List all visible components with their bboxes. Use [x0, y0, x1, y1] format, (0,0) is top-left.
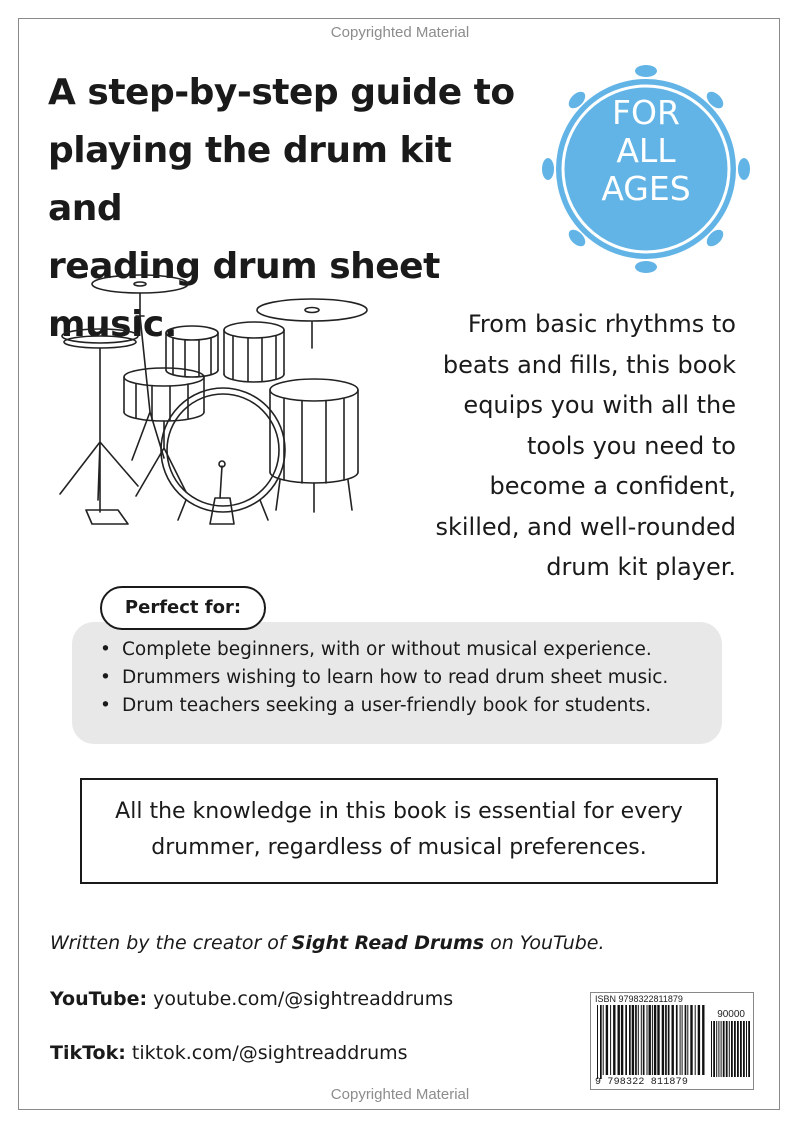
ride-cymbal	[257, 299, 367, 321]
barcode-bar	[638, 1005, 639, 1075]
drum-kit-illustration	[40, 262, 380, 552]
author-credit	[50, 932, 750, 954]
barcode-bar	[698, 1005, 700, 1075]
barcode-bar	[682, 1005, 683, 1075]
barcode-bar	[647, 1005, 648, 1075]
barcode-bar	[687, 1005, 688, 1075]
badge-line: ALL	[616, 131, 676, 170]
badge-line: FOR	[612, 93, 680, 132]
intro-line: drum kit player.	[546, 553, 736, 581]
badge-text	[536, 94, 756, 208]
barcode-bar	[734, 1021, 736, 1077]
essential-knowledge-box	[80, 778, 718, 884]
list-item-text: Drummers wishing to learn how to read drum sheet music.	[122, 667, 669, 688]
headline-line: reading drum sheet music.	[48, 246, 440, 345]
intro-line: beats and fills, this book	[442, 350, 736, 379]
barcode-bar	[641, 1005, 642, 1075]
watermark-top: Copyrighted Material	[330, 24, 470, 41]
barcode-bar	[748, 1021, 750, 1077]
hi-hat-pedal	[86, 510, 128, 524]
credit-after: on YouTube.	[484, 932, 605, 954]
barcode-bar	[606, 1005, 608, 1075]
barcode-bar	[685, 1005, 687, 1075]
badge-line: AGES	[601, 169, 691, 208]
barcode-bar	[662, 1005, 664, 1075]
barcode-bar	[746, 1021, 747, 1077]
barcode-bar	[711, 1021, 712, 1077]
bullet-icon: •	[100, 695, 111, 716]
barcode-bar	[676, 1005, 678, 1075]
intro-line: become a confident,	[489, 472, 736, 500]
barcode-digits: 9 798322 811879	[595, 1077, 689, 1088]
barcode-bar	[729, 1021, 730, 1077]
barcode-bar	[657, 1005, 659, 1075]
barcode-bar	[643, 1005, 645, 1075]
bullet-icon: •	[100, 639, 111, 660]
barcode-bar	[718, 1021, 719, 1077]
youtube-line	[50, 988, 570, 1010]
barcode-bar	[613, 1005, 615, 1075]
barcode-bar	[723, 1021, 725, 1077]
barcode-bar	[618, 1005, 620, 1075]
credit-before: Written by the creator of	[50, 932, 292, 954]
essential-line: All the knowledge in this book is essential for every	[115, 799, 683, 824]
barcode-bar	[597, 1005, 598, 1079]
barcode-bar	[610, 1005, 611, 1075]
for-all-ages-badge	[536, 64, 756, 274]
intro-line: tools you need to	[526, 431, 736, 460]
barcode-bar	[600, 1005, 602, 1079]
channel-name: Sight Read Drums	[291, 932, 485, 954]
barcode-bar	[603, 1005, 604, 1075]
floor-tom	[270, 379, 358, 401]
list-item-text: Drum teachers seeking a user-friendly book for students.	[122, 695, 652, 716]
list-item	[100, 636, 720, 664]
tiktok-label: TikTok:	[50, 1042, 126, 1064]
headline-line: playing the drum kit and	[48, 130, 452, 229]
barcode-bar	[721, 1021, 722, 1077]
barcode-bar	[726, 1021, 728, 1077]
perfect-for-list	[100, 636, 720, 720]
intro-line: skilled, and well-rounded	[435, 512, 736, 541]
barcode-bar	[629, 1005, 631, 1075]
barcode-bar	[695, 1005, 696, 1075]
list-item-text: Complete beginners, with or without musical experience.	[122, 639, 652, 660]
barcode-bar	[672, 1005, 674, 1075]
barcode-bar	[621, 1005, 623, 1075]
barcode-bar	[702, 1005, 704, 1075]
barcode-bar	[737, 1021, 739, 1077]
bullet-icon: •	[100, 667, 111, 688]
intro-paragraph	[388, 304, 736, 588]
barcode-bar	[635, 1005, 637, 1075]
barcode-bar	[632, 1005, 634, 1075]
list-item	[100, 692, 720, 720]
isbn-number: ISBN 9798322811879	[595, 994, 683, 1004]
essential-line: drummer, regardless of musical preferences.	[151, 835, 647, 860]
youtube-label: YouTube:	[50, 988, 148, 1010]
crash-cymbal	[92, 275, 188, 293]
bass-drum	[161, 388, 285, 512]
price-code: 90000	[717, 1009, 745, 1020]
youtube-url: youtube.com/@sightreaddrums	[153, 988, 454, 1010]
barcode-bar	[649, 1005, 651, 1075]
barcode-bar	[713, 1021, 715, 1077]
barcode-bar	[740, 1021, 742, 1077]
barcode-bar	[690, 1005, 692, 1075]
barcode-bar	[625, 1005, 627, 1075]
headline-line: A step-by-step guide to	[48, 72, 515, 113]
barcode-bar	[743, 1021, 745, 1077]
barcode-bar	[654, 1005, 656, 1075]
intro-line: equips you with all the	[463, 391, 736, 419]
barcode-bar	[652, 1005, 653, 1075]
barcode-bar	[668, 1005, 670, 1075]
isbn-barcode	[590, 992, 754, 1090]
barcode-bar	[680, 1005, 681, 1075]
tiktok-url: tiktok.com/@sightreaddrums	[131, 1042, 408, 1064]
barcode-bar	[716, 1021, 717, 1077]
list-item	[100, 664, 720, 692]
barcode-bar	[731, 1021, 733, 1077]
watermark-bottom: Copyrighted Material	[330, 1086, 470, 1103]
tiktok-line	[50, 1042, 570, 1064]
barcode-bar	[665, 1005, 667, 1075]
intro-line: From basic rhythms to	[467, 310, 736, 338]
rack-tom-left	[166, 326, 218, 340]
perfect-for-label: Perfect for:	[100, 586, 266, 630]
